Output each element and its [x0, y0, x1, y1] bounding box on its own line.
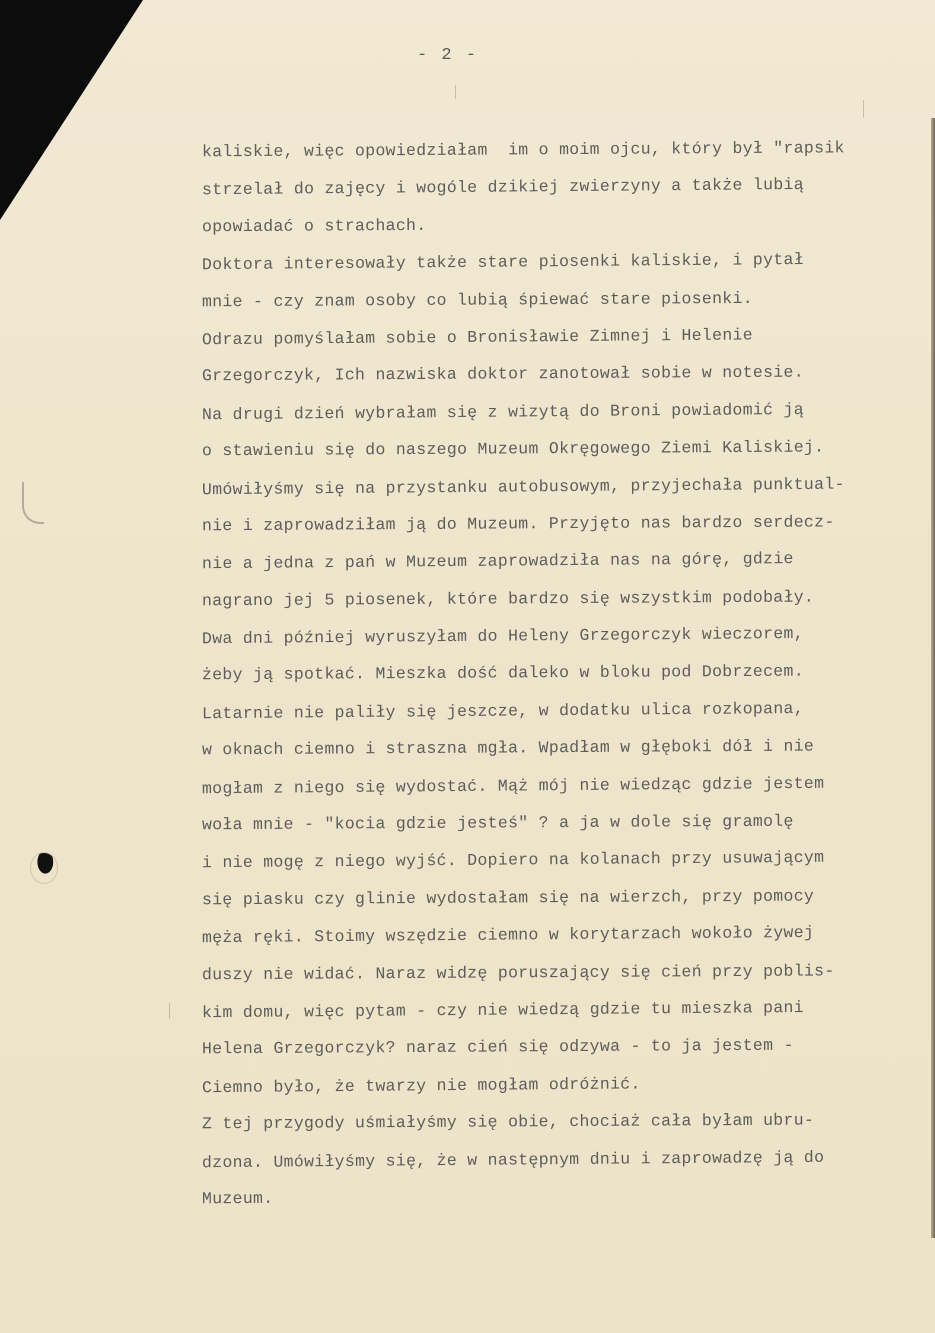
paper-damage-mark	[22, 482, 44, 524]
text-line: Latarnie nie paliły się jeszcze, w dodatku ulica rozkopana,	[201, 698, 804, 724]
text-line: męża ręki. Stoimy wszędzie ciemno w korytarzach wokoło żywej	[201, 923, 815, 948]
text-line: o stawieniu się do naszego Muzeum Okręgowego Ziemi Kaliskiej.	[201, 437, 825, 461]
scan-corner-shadow	[0, 0, 145, 222]
text-line: Grzegorczyk, Ich nazwiska doktor zanotował sobie w notesie.	[201, 362, 804, 386]
text-line: duszy nie widać. Naraz widzę poruszający się cień przy poblis-	[201, 960, 835, 984]
text-line: kaliskie, więc opowiedziałam im o moim ojcu, który był "rapsik	[201, 138, 845, 162]
paper-fleck	[169, 1003, 170, 1019]
text-line: i nie mogę z niego wyjść. Dopiero na kolanach przy usuwającym	[201, 848, 825, 873]
text-line: w oknach ciemno i straszna mgła. Wpadłam w głęboki dół i nie	[201, 736, 815, 760]
text-line: Helena Grzegorczyk? naraz cień się odzywa - to ja jestem -	[201, 1036, 794, 1059]
text-line: Dwa dni później wyruszyłam do Heleny Grzegorczyk wieczorem,	[201, 624, 804, 649]
text-line: Doktora interesowały także stare piosenki kaliskie, i pytał	[201, 250, 804, 275]
hole-punch	[30, 852, 58, 884]
text-line: się piasku czy glinie wydostałam się na wierzch, przy pomocy	[201, 886, 815, 910]
document-body	[202, 131, 935, 1215]
text-line: woła mnie - "kocia gdzie jesteś" ? a ja w dole się gramolę	[201, 811, 794, 835]
text-line: żeby ją spotkać. Mieszka dość daleko w bloku pod Dobrzecem.	[201, 662, 804, 685]
text-line: Muzeum.	[201, 1188, 274, 1209]
text-line: nie a jedna z pań w Muzeum zaprowadziła nas na górę, gdzie	[201, 549, 794, 574]
paper-fleck	[863, 100, 864, 118]
text-line: mnie - czy znam osoby co lubią śpiewać stare piosenki.	[201, 288, 753, 311]
text-line: kim domu, więc pytam - czy nie wiedzą gdzie tu mieszka pani	[201, 997, 804, 1023]
text-line: nagrano jej 5 piosenek, które bardzo się wszystkim podobały.	[201, 587, 815, 610]
text-line: Z tej przygody uśmiałyśmy się obie, chociaż cała byłam ubru-	[201, 1110, 815, 1134]
text-line: Umówiłyśmy się na przystanku autobusowym, przyjechała punktual-	[201, 474, 845, 499]
text-line: Odrazu pomyślałam sobie o Bronisławie Zimnej i Helenie	[201, 325, 753, 350]
paper-fleck	[455, 85, 456, 99]
text-line: strzelał do zajęcy i wogóle dzikiej zwierzyny a także lubią	[201, 175, 804, 200]
text-line: nie i zaprowadziłam ją do Muzeum. Przyjęto nas bardzo serdecz-	[201, 512, 835, 536]
text-line: mogłam z niego się wydostać. Mąż mój nie wiedząc gdzie jestem	[201, 773, 825, 798]
text-line: Na drugi dzień wybrałam się z wizytą do Broni powiadomić ją	[201, 399, 804, 424]
page-number: - 2 -	[416, 46, 478, 65]
text-line: dzona. Umówiłyśmy się, że w następnym dniu i zaprowadzę ją do	[201, 1147, 825, 1172]
text-line: opowiadać o strachach.	[201, 215, 427, 237]
text-line: Ciemno było, że twarzy nie mogłam odróżnić.	[201, 1074, 641, 1097]
